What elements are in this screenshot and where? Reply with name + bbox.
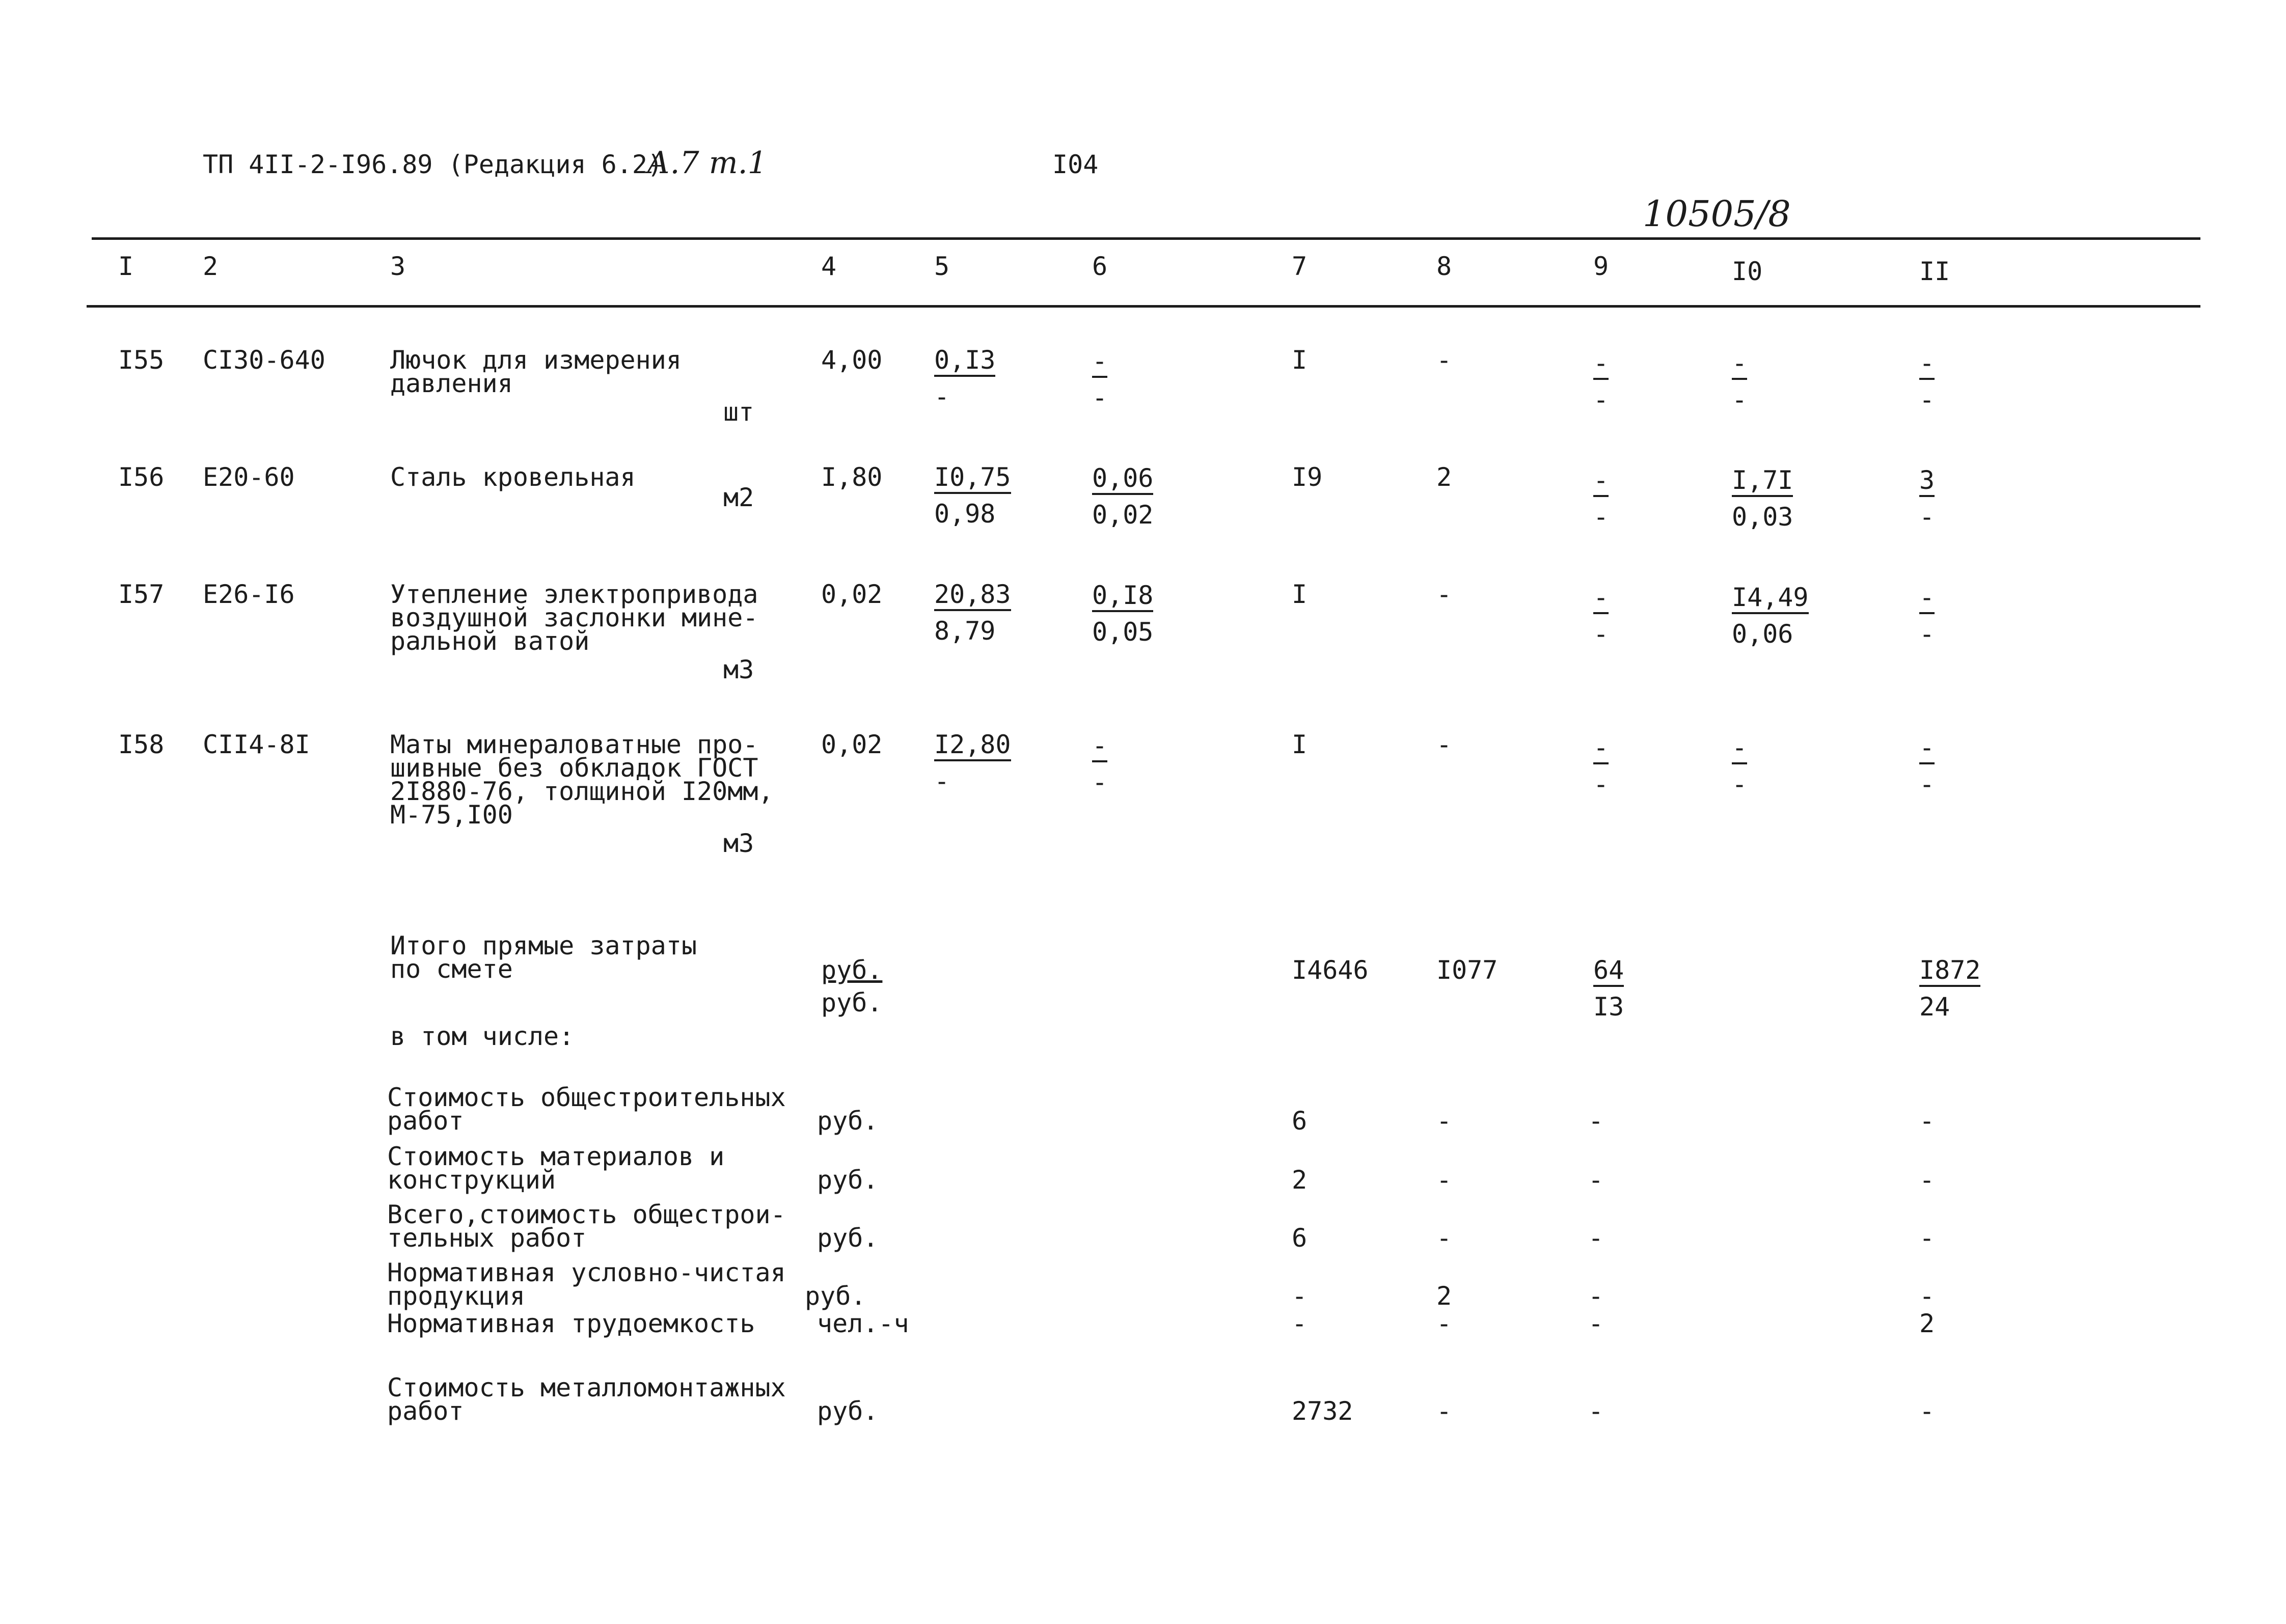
summary-unit: руб. (817, 1165, 879, 1195)
summary-col8: - (1436, 1106, 1452, 1136)
totals-unit-bottom: руб. (821, 988, 883, 1017)
summary-label-line: Нормативная трудоемкость (387, 1309, 755, 1338)
row-description-line: Лючок для измерения (390, 345, 682, 375)
page-number: I04 (1052, 150, 1099, 179)
cell-col5 (934, 347, 995, 409)
cell-col6-numerator: - (1092, 733, 1107, 762)
cell-col8: - (1436, 730, 1452, 759)
row-number: I57 (118, 580, 165, 609)
row-code: E20-60 (203, 462, 295, 492)
cell-col6-denominator: - (1092, 767, 1108, 797)
cell-col10-denominator: - (1732, 385, 1748, 415)
summary-col9: - (1588, 1106, 1604, 1136)
column-header-10: I0 (1732, 257, 1763, 286)
cell-col5-denominator: - (934, 382, 950, 411)
cell-col10 (1732, 735, 1747, 797)
cell-col5 (934, 582, 1011, 644)
summary-col8: - (1436, 1309, 1452, 1338)
summary-col11: 2 (1919, 1309, 1935, 1338)
cell-col11 (1919, 735, 1935, 797)
summary-col7: 2 (1292, 1165, 1308, 1195)
row-code: CI30-640 (203, 345, 325, 375)
summary-col7: - (1292, 1281, 1308, 1311)
cell-col9-numerator: - (1593, 585, 1609, 614)
summary-col11: - (1919, 1396, 1935, 1426)
cell-col5-denominator: 0,98 (934, 499, 996, 529)
row-quantity: I,80 (821, 462, 883, 492)
totals-col8: I077 (1436, 955, 1498, 985)
cell-col10 (1732, 467, 1793, 530)
column-header-2: 2 (203, 252, 219, 281)
summary-label-line: работ (387, 1106, 464, 1136)
totals-label-line: Итого прямые затраты (390, 931, 697, 960)
row-description-line: М-75,I00 (390, 800, 513, 830)
totals-unit-top: руб. (821, 955, 883, 985)
totals-col7: I4646 (1292, 955, 1369, 985)
cell-col10-numerator: I,7I (1732, 467, 1793, 497)
cell-col11 (1919, 467, 1935, 530)
table-header-rule (87, 305, 2200, 308)
cell-col11-numerator: - (1919, 585, 1935, 614)
totals-col11-numerator: I872 (1919, 957, 1980, 987)
summary-col8: - (1436, 1396, 1452, 1426)
cell-col11-numerator: 3 (1919, 467, 1935, 497)
cell-col5-numerator: I2,80 (934, 732, 1011, 761)
summary-col11: - (1919, 1106, 1935, 1136)
cell-col10 (1732, 348, 1748, 415)
including-label: в том числе: (390, 1022, 575, 1051)
handwritten-number: 10505/8 (1643, 193, 1791, 235)
cell-col9-numerator: - (1593, 735, 1609, 764)
row-quantity: 0,02 (821, 580, 883, 609)
cell-col9-denominator: - (1593, 385, 1609, 415)
summary-col8: - (1436, 1165, 1452, 1195)
cell-col6 (1092, 583, 1153, 645)
cell-col5 (934, 464, 1011, 527)
summary-label-line: конструкций (387, 1165, 556, 1195)
cell-col8: - (1436, 345, 1452, 375)
column-header-9: 9 (1593, 252, 1609, 281)
row-number: I58 (118, 730, 165, 759)
cell-col11-denominator: - (1919, 385, 1935, 415)
column-header-4: 4 (821, 252, 837, 281)
cell-col6 (1092, 733, 1107, 795)
column-header-8: 8 (1436, 252, 1452, 281)
column-header-1: I (118, 252, 134, 281)
cell-col7: I (1292, 580, 1308, 609)
summary-col8: - (1436, 1223, 1452, 1253)
row-number: I56 (118, 462, 165, 492)
cell-col9 (1593, 585, 1609, 647)
summary-label-line: Стоимость общестроительных (387, 1083, 786, 1112)
cell-col10-denominator: 0,06 (1732, 619, 1793, 649)
cell-col6-numerator: 0,06 (1092, 465, 1153, 495)
cell-col11 (1919, 348, 1935, 415)
row-description-line: Утепление электропривода (390, 580, 758, 609)
totals-col11 (1919, 957, 1980, 1020)
handwritten-mark: А.7 т.1 (647, 145, 767, 181)
cell-col8: - (1436, 580, 1452, 609)
summary-col7: - (1292, 1309, 1308, 1338)
summary-col9: - (1588, 1396, 1604, 1426)
summary-label-line: Нормативная условно-чистая (387, 1258, 786, 1287)
row-unit: м3 (723, 655, 754, 684)
summary-col9: - (1588, 1223, 1604, 1253)
cell-col6 (1092, 348, 1107, 410)
row-description-line: 2I880-76, толщиной I20мм, (390, 777, 774, 806)
row-quantity: 4,00 (821, 345, 883, 375)
summary-label-line: Всего,стоимость общестрои- (387, 1200, 786, 1229)
summary-unit: руб. (817, 1396, 879, 1426)
summary-label-line: работ (387, 1396, 464, 1426)
cell-col10-denominator: - (1732, 769, 1748, 799)
cell-col9-denominator: - (1593, 619, 1609, 649)
summary-unit: руб. (817, 1106, 879, 1136)
row-description-line: воздушной заслонки мине- (390, 603, 758, 632)
row-unit: м3 (723, 829, 754, 858)
cell-col9 (1593, 467, 1609, 530)
cell-col11-denominator: - (1919, 619, 1935, 649)
summary-col8: 2 (1436, 1281, 1452, 1311)
cell-col11-denominator: - (1919, 769, 1935, 799)
summary-label-line: Стоимость металломонтажных (387, 1373, 786, 1402)
cell-col9-numerator: - (1593, 350, 1609, 380)
column-header-5: 5 (934, 252, 950, 281)
summary-col7: 2732 (1292, 1396, 1353, 1426)
summary-col7: 6 (1292, 1223, 1308, 1253)
cell-col6-denominator: 0,05 (1092, 617, 1154, 647)
summary-label-line: тельных работ (387, 1223, 587, 1253)
cell-col10 (1732, 585, 1809, 647)
cell-col10-numerator: - (1732, 350, 1747, 380)
document-reference: ТП 4II-2-I96.89 (Редакция 6.2) (203, 150, 663, 179)
row-description-line: ральной ватой (390, 626, 590, 656)
cell-col7: I (1292, 730, 1308, 759)
cell-col5 (934, 732, 1011, 794)
cell-col6-denominator: 0,02 (1092, 500, 1154, 530)
cell-col5-denominator: 8,79 (934, 616, 996, 646)
cell-col11 (1919, 585, 1935, 647)
cell-col7: I (1292, 345, 1308, 375)
summary-col9: - (1588, 1165, 1604, 1195)
summary-col11: - (1919, 1165, 1935, 1195)
column-header-3: 3 (390, 252, 406, 281)
cell-col6 (1092, 465, 1153, 528)
cell-col6-numerator: - (1092, 348, 1107, 378)
cell-col7: I9 (1292, 462, 1323, 492)
totals-col9 (1593, 957, 1624, 1020)
cell-col6-denominator: - (1092, 383, 1108, 412)
summary-col9: - (1588, 1281, 1604, 1311)
summary-unit: руб. (817, 1223, 879, 1253)
cell-col9 (1593, 348, 1609, 415)
row-number: I55 (118, 345, 165, 375)
totals-col9-denominator: I3 (1593, 992, 1624, 1022)
summary-col7: 6 (1292, 1106, 1308, 1136)
cell-col11-numerator: - (1919, 350, 1935, 380)
row-code: E26-I6 (203, 580, 295, 609)
table-top-rule (92, 237, 2200, 240)
cell-col10-numerator: - (1732, 735, 1747, 764)
summary-col9: - (1588, 1309, 1604, 1338)
cell-col5-numerator: 20,83 (934, 582, 1011, 611)
column-header-6: 6 (1092, 252, 1108, 281)
summary-col11: - (1919, 1281, 1935, 1311)
cell-col5-numerator: I0,75 (934, 464, 1011, 494)
row-unit: шт (723, 397, 754, 427)
row-description-line: Маты минераловатные про- (390, 730, 758, 759)
column-header-7: 7 (1292, 252, 1308, 281)
summary-label-line: продукция (387, 1281, 525, 1311)
row-description-line: шивные без обкладок ГОСТ (390, 753, 758, 783)
cell-col9-denominator: - (1593, 769, 1609, 799)
summary-unit: чел.-ч (817, 1309, 909, 1338)
cell-col8: 2 (1436, 462, 1452, 492)
summary-unit: руб. (805, 1281, 866, 1311)
cell-col10-denominator: 0,03 (1732, 502, 1793, 532)
totals-label-line: по смете (390, 954, 513, 984)
summary-col11: - (1919, 1223, 1935, 1253)
totals-col9-numerator: 64 (1593, 957, 1624, 987)
totals-col11-denominator: 24 (1919, 992, 1950, 1022)
cell-col5-numerator: 0,I3 (934, 347, 995, 377)
row-description-line: Сталь кровельная (390, 462, 636, 492)
cell-col10-numerator: I4,49 (1732, 585, 1809, 614)
summary-label-line: Стоимость материалов и (387, 1142, 725, 1171)
row-unit: м2 (723, 483, 754, 512)
column-header-11: II (1919, 257, 1950, 286)
cell-col5-denominator: - (934, 766, 950, 796)
row-code: CII4-8I (203, 730, 310, 759)
cell-col9-denominator: - (1593, 502, 1609, 532)
cell-col9-numerator: - (1593, 467, 1609, 497)
row-description-line: давления (390, 369, 513, 398)
cell-col11-numerator: - (1919, 735, 1935, 764)
cell-col6-numerator: 0,I8 (1092, 583, 1153, 612)
row-quantity: 0,02 (821, 730, 883, 759)
cell-col11-denominator: - (1919, 502, 1935, 532)
cell-col9 (1593, 735, 1609, 797)
